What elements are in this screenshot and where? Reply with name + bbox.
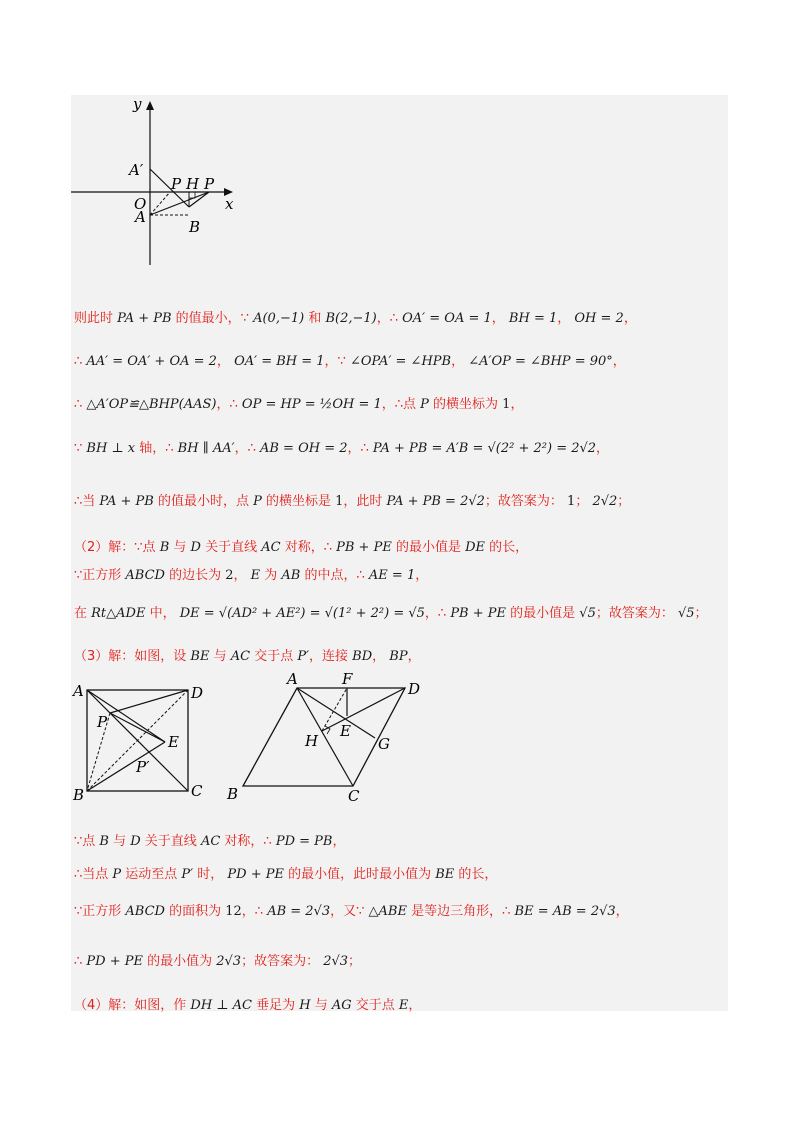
- math-segment: AE = 1: [368, 568, 416, 583]
- text-segment: ∴: [74, 397, 87, 412]
- text-segment: 轴，∴: [135, 441, 178, 456]
- math-segment: PA + PB: [117, 311, 172, 326]
- text-segment: ，: [623, 311, 637, 326]
- text-segment: 的横坐标为: [428, 397, 503, 412]
- text-segment: ，: [372, 649, 390, 664]
- text-segment: ，∴: [376, 311, 403, 326]
- text-segment: 与: [169, 540, 191, 555]
- text-segment: 交于点: [250, 649, 298, 664]
- text-segment: 的最小值是: [391, 540, 466, 555]
- math-segment: Rt△ADE: [91, 606, 146, 621]
- math-segment: BE: [190, 649, 210, 664]
- math-segment: D: [130, 834, 141, 849]
- text-segment: 与: [310, 998, 332, 1013]
- math-segment: PB + PE: [336, 540, 392, 555]
- text-segment: 关于直线: [200, 540, 262, 555]
- text-segment: ，: [408, 998, 422, 1013]
- math-segment: 1: [567, 494, 576, 509]
- solution-line: [74, 490, 630, 509]
- text-segment: （2）解：∵点: [74, 540, 160, 555]
- math-segment: BD: [352, 649, 373, 664]
- solution-line: [74, 393, 523, 412]
- math-segment: BE: [435, 867, 455, 882]
- label-d: D: [191, 684, 204, 702]
- math-segment: ABCD: [125, 904, 165, 919]
- solution-line: [74, 437, 609, 456]
- solution-line: [74, 900, 629, 919]
- math-segment: OH = 2: [574, 311, 624, 326]
- math-segment: 2√3: [323, 954, 349, 969]
- math-segment: 2: [225, 568, 234, 583]
- label-a: A: [135, 208, 146, 226]
- text-segment: 的值最小，∵: [171, 311, 254, 326]
- text-segment: 时，: [193, 867, 228, 882]
- text-segment: 是等边三角形，∴: [406, 904, 515, 919]
- text-segment: 在: [74, 606, 92, 621]
- text-segment: ，: [510, 397, 524, 412]
- text-segment: ∵点: [74, 834, 100, 849]
- math-segment: DE: [465, 540, 485, 555]
- math-segment: B: [99, 834, 109, 849]
- text-segment: 的边长为: [164, 568, 226, 583]
- coordinate-figure: [71, 95, 251, 270]
- math-segment: OA′ = OA = 1: [402, 311, 492, 326]
- math-segment: AB = OH = 2: [259, 441, 348, 456]
- label-o: O: [134, 195, 147, 213]
- math-segment: BH ∥ AA′: [177, 441, 235, 456]
- text-segment: 的面积为: [164, 904, 226, 919]
- text-segment: 则此时: [74, 311, 118, 326]
- text-segment: ，: [233, 568, 251, 583]
- math-segment: AA′ = OA′ + OA = 2: [86, 354, 217, 369]
- math-segment: PD = PB: [275, 834, 333, 849]
- text-segment: 的中点，∴: [300, 568, 369, 583]
- text-segment: ，: [557, 311, 575, 326]
- math-segment: PD + PE: [86, 954, 143, 969]
- text-segment: 的最小值为: [142, 954, 217, 969]
- text-segment: 与: [108, 834, 131, 849]
- label-p: P: [97, 713, 108, 731]
- math-segment: △ABE: [368, 904, 407, 919]
- math-segment: AC: [200, 834, 221, 849]
- math-segment: OP = HP = ½OH = 1: [241, 397, 382, 412]
- math-segment: AG: [331, 998, 352, 1013]
- text-segment: ，又∵: [330, 904, 369, 919]
- text-segment: ∴: [74, 954, 87, 969]
- math-segment: P′: [181, 867, 194, 882]
- math-segment: PB + PE: [450, 606, 507, 621]
- math-segment: P: [253, 494, 262, 509]
- math-segment: 12: [225, 904, 242, 919]
- text-segment: 交于点: [351, 998, 399, 1013]
- square-figure: [70, 680, 210, 805]
- text-segment: ∵正方形: [74, 568, 126, 583]
- text-segment: ，∴: [347, 441, 373, 456]
- text-segment: 中，: [145, 606, 180, 621]
- math-segment: 1: [335, 494, 344, 509]
- text-segment: 关于直线: [140, 834, 201, 849]
- math-segment: D: [190, 540, 201, 555]
- math-segment: BH ⊥ x: [86, 441, 136, 456]
- math-segment: P: [420, 397, 429, 412]
- label-g: G: [378, 735, 390, 753]
- text-segment: ；故答案为：: [595, 606, 678, 621]
- math-segment: △A′OP≌△BHP(AAS): [86, 397, 217, 412]
- label-a: A: [73, 682, 84, 700]
- label-x: x: [225, 195, 234, 213]
- solution-line: [74, 645, 421, 664]
- text-segment: ，此时: [343, 494, 387, 509]
- text-segment: ∴当点: [74, 867, 113, 882]
- text-segment: ，: [216, 354, 235, 369]
- label-b: B: [73, 786, 85, 804]
- text-segment: ，: [612, 354, 626, 369]
- label-e: E: [168, 733, 179, 751]
- text-segment: ∵正方形: [74, 904, 126, 919]
- solution-line: [74, 602, 708, 621]
- text-segment: ；故答案为：: [484, 494, 568, 509]
- math-segment: A(0,−1): [253, 311, 305, 326]
- math-segment: E: [398, 998, 409, 1013]
- math-segment: 2√3: [216, 954, 242, 969]
- rhombus-figure: [225, 668, 425, 808]
- text-segment: ∴: [74, 354, 87, 369]
- math-segment: BP: [389, 649, 408, 664]
- math-segment: PD + PE: [227, 867, 284, 882]
- text-segment: 的值最小时，点: [153, 494, 254, 509]
- math-segment: E: [250, 568, 261, 583]
- text-segment: ；: [617, 494, 631, 509]
- text-segment: 运动至点: [121, 867, 182, 882]
- math-segment: H: [299, 998, 311, 1013]
- text-segment: ，∴: [216, 397, 242, 412]
- math-segment: BH = 1: [508, 311, 558, 326]
- math-segment: B: [159, 540, 170, 555]
- text-segment: 与: [209, 649, 231, 664]
- text-segment: ∵: [74, 441, 87, 456]
- label-c: C: [348, 787, 360, 805]
- text-segment: ；: [348, 954, 362, 969]
- text-segment: ∴当: [74, 494, 100, 509]
- text-segment: ，∵: [324, 354, 350, 369]
- label-c: C: [191, 782, 203, 800]
- label-a-prime: A′: [129, 161, 144, 179]
- text-segment: 垂足为: [252, 998, 300, 1013]
- label-p1: P: [171, 175, 182, 193]
- solution-line: [74, 307, 637, 326]
- text-segment: ，: [451, 354, 469, 369]
- text-segment: ；: [575, 494, 593, 509]
- text-segment: 和: [304, 311, 326, 326]
- text-segment: ，: [415, 568, 429, 583]
- text-segment: ；故答案为：: [241, 954, 324, 969]
- label-p-prime: P′: [136, 758, 150, 776]
- label-e: E: [340, 722, 351, 740]
- math-segment: ∠OPA′ = ∠HPB: [349, 354, 452, 369]
- label-h: H: [186, 175, 200, 193]
- math-segment: PA + PB = A′B = √(2² + 2²) = 2√2: [372, 441, 597, 456]
- solution-line: [74, 536, 528, 555]
- math-segment: AC: [230, 649, 251, 664]
- math-segment: 1: [502, 397, 511, 412]
- text-segment: 的横坐标是: [261, 494, 336, 509]
- math-segment: PA + PB: [99, 494, 154, 509]
- math-segment: ∠A′OP = ∠BHP = 90°: [468, 354, 613, 369]
- text-segment: ，∴: [234, 441, 260, 456]
- text-segment: ；: [694, 606, 708, 621]
- label-p2: P: [204, 175, 215, 193]
- text-segment: ，连接: [309, 649, 353, 664]
- text-segment: 对称，∴: [220, 834, 276, 849]
- solution-line: [74, 564, 428, 583]
- text-segment: ，: [615, 904, 629, 919]
- text-segment: ，∴: [424, 606, 451, 621]
- solution-line: [74, 350, 626, 369]
- text-segment: 的最小值，此时最小值为: [283, 867, 436, 882]
- math-segment: PA + PB = 2√2: [386, 494, 485, 509]
- math-segment: P′: [297, 649, 310, 664]
- text-segment: 对称，∴: [280, 540, 337, 555]
- text-segment: ，∴点: [381, 397, 421, 412]
- label-a: A: [287, 670, 298, 688]
- label-f: F: [342, 670, 353, 688]
- text-segment: ，: [491, 311, 509, 326]
- text-segment: 的长，: [454, 867, 498, 882]
- math-segment: DH ⊥ AC: [190, 998, 252, 1013]
- text-segment: ，: [407, 649, 421, 664]
- math-segment: √5: [579, 606, 596, 621]
- text-segment: 的长，: [485, 540, 529, 555]
- text-segment: 为: [260, 568, 282, 583]
- math-segment: AC: [261, 540, 281, 555]
- math-segment: P: [112, 867, 122, 882]
- solution-line: [74, 950, 361, 969]
- label-y: y: [133, 95, 142, 113]
- math-segment: B(2,−1): [325, 311, 377, 326]
- text-segment: ，: [596, 441, 610, 456]
- solution-line: [74, 863, 497, 882]
- text-segment: ，: [332, 834, 346, 849]
- math-segment: BE = AB = 2√3: [514, 904, 616, 919]
- math-segment: DE = √(AD² + AE²) = √(1² + 2²) = √5: [179, 606, 425, 621]
- label-d: D: [408, 680, 421, 698]
- math-segment: ABCD: [125, 568, 165, 583]
- text-segment: ，∴: [241, 904, 268, 919]
- solution-line: [74, 830, 345, 849]
- text-segment: （3）解：如图，设: [74, 649, 191, 664]
- text-segment: 的最小值是: [506, 606, 580, 621]
- text-segment: （4）解：如图，作: [74, 998, 191, 1013]
- label-h: H: [305, 732, 319, 750]
- label-b: B: [227, 785, 239, 803]
- math-segment: 2√2: [592, 494, 618, 509]
- solution-line: [74, 994, 421, 1013]
- math-segment: OA′ = BH = 1: [234, 354, 325, 369]
- math-segment: AB = 2√3: [267, 904, 331, 919]
- math-segment: √5: [677, 606, 695, 621]
- label-b: B: [189, 218, 201, 236]
- math-segment: AB: [281, 568, 301, 583]
